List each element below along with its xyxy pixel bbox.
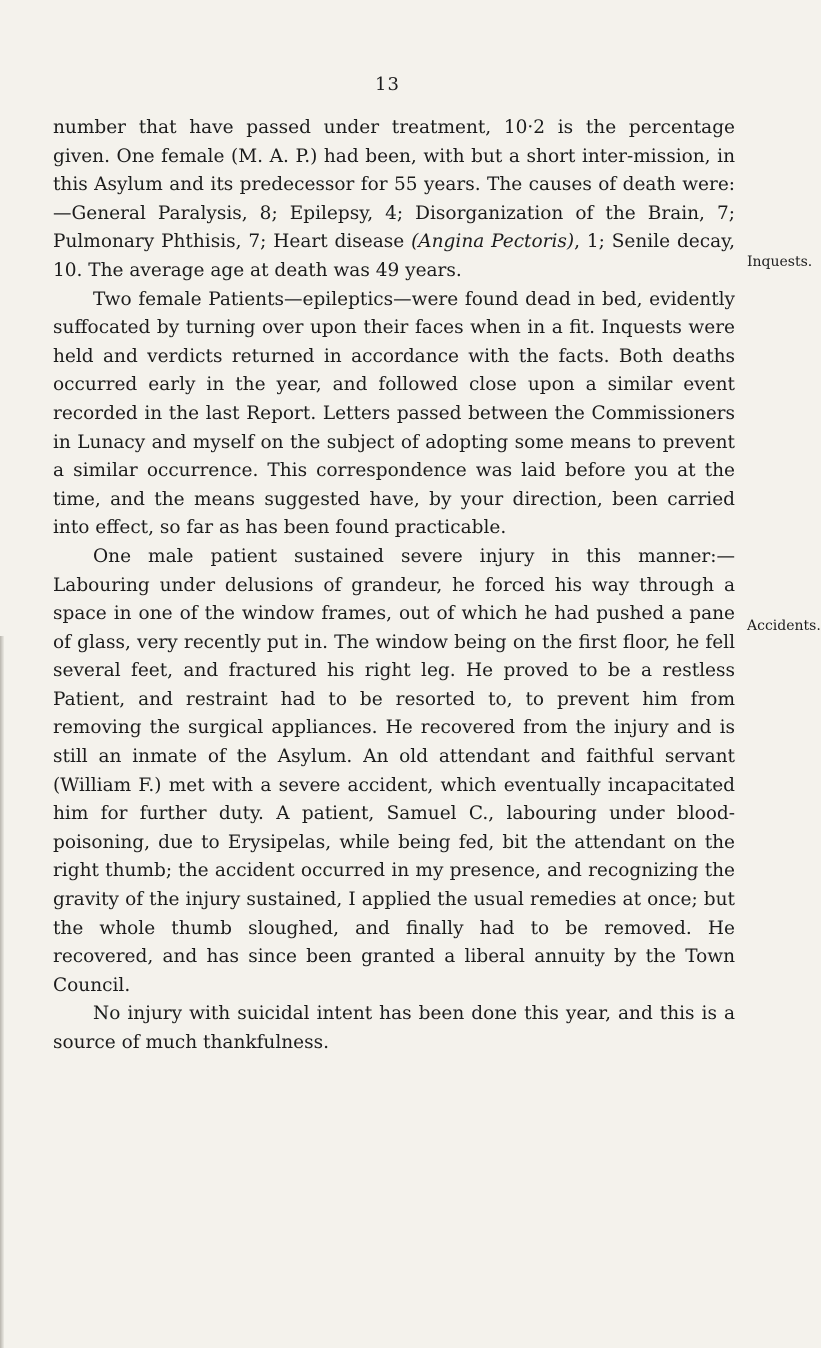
margin-note-inquests: Inquests.	[747, 254, 813, 270]
paragraph-mortality-text-a: number that have passed under treatment, 10·2 is the percentage given. One female (M. A. P.) had been, with but a short inter-mission, in this Asylum and its predecessor for 55 years. The causes of death were:—General Paralysis, 8; Epilepsy, 4; Disorganization of the Brain, 7; Pulmonary Phthisis, 7; Heart disease	[53, 117, 735, 253]
paragraph-mortality-text-b: , 1; Senile decay, 10. The average age at death was 49 years.	[53, 231, 735, 281]
paragraph-mortality-italic: (Angina Pectoris)	[411, 231, 575, 253]
page-number: 13	[375, 74, 400, 95]
paragraph-mortality	[53, 114, 735, 286]
paragraph-inquests: Two female Patients—epileptics—were found dead in bed, evidently suffocated by turning over upon their faces when in a fit. Inquests were held and verdicts returned in accordance with the facts. Both deaths occurred early in the year, and followed close upon a similar event recorded in the last Report. Letters passed between the Commissioners in Lunacy and myself on the subject of adopting some means to prevent a similar occurrence. This correspondence was laid before you at the time, and the means suggested have, by your direction, been carried into effect, so far as has been found practicable.	[53, 288, 735, 539]
page-binding-edge	[0, 636, 4, 1348]
report-body	[53, 114, 735, 1058]
paragraph-accidents: One male patient sustained severe injury in this manner:— Labouring under delusions of grandeur, he forced his way through a space in one of the window frames, out of which he had pushed a pane of glass, very recently put in. The window being on the first floor, he fell several feet, and fractured his right leg. He proved to be a restless Patient, and restraint had to be resorted to, to prevent him from removing the surgical appliances. He recovered from the injury and is still an inmate of the Asylum. An old attendant and faithful servant (William F.) met with a severe accident, which eventually incapacitated him for further duty. A patient, Samuel C., labouring under blood-poisoning, due to Erysipelas, while being fed, bit the attendant on the right thumb; the accident occurred in my presence, and recognizing the gravity of the injury sustained, I applied the usual remedies at once; but the whole thumb sloughed, and finally had to be removed. He recovered, and has since been granted a liberal annuity by the Town Council.	[53, 545, 735, 996]
margin-note-accidents: Accidents.	[747, 618, 821, 634]
paragraph-suicidal-intent: No injury with suicidal intent has been done this year, and this is a source of much thankfulness.	[53, 1003, 735, 1053]
